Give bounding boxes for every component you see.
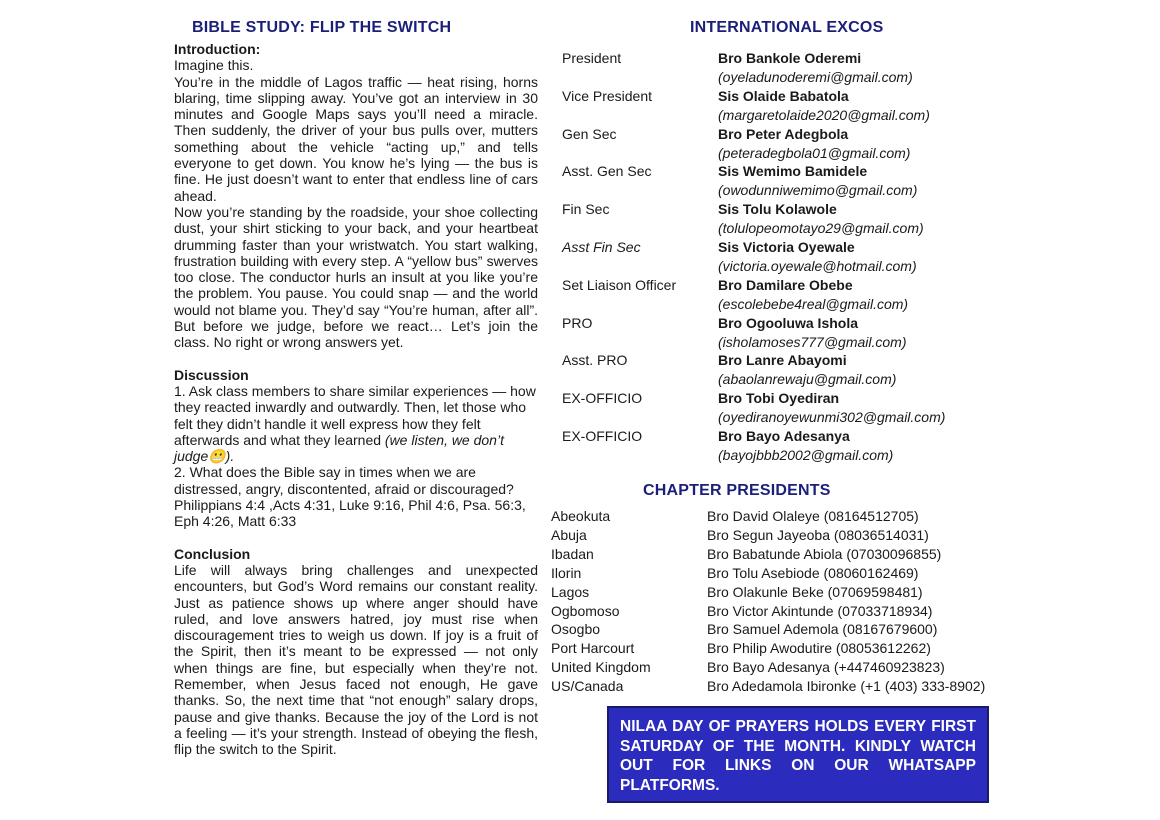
- exco-email[interactable]: (oyediranoyewunmi302@gmail.com): [718, 409, 946, 426]
- discussion-heading: Discussion: [174, 366, 249, 383]
- chapter-row: [0, 602, 1160, 621]
- chapter-president: Bro David Olaleye (08164512705): [707, 508, 919, 524]
- excos-title: INTERNATIONAL EXCOS: [690, 19, 884, 36]
- chapter-name: Lagos: [551, 583, 590, 600]
- chapter-row: [0, 564, 1160, 583]
- chapter-president: Bro Segun Jayeoba (08036514031): [707, 526, 929, 543]
- exco-row: [0, 87, 1160, 123]
- exco-row: [0, 125, 1160, 161]
- chapter-president: Bro Samuel Ademola (08167679600): [707, 621, 938, 638]
- exco-email[interactable]: (abaolanrewaju@gmail.com): [718, 371, 897, 388]
- exco-email[interactable]: (oyeladunoderemi@gmail.com): [718, 69, 913, 85]
- exco-role: Asst Fin Sec: [562, 239, 641, 255]
- exco-role: Gen Sec: [562, 125, 617, 142]
- exco-row: [0, 49, 1160, 85]
- chapters-title: CHAPTER PRESIDENTS: [643, 482, 831, 499]
- exco-email[interactable]: (margaretolaide2020@gmail.com): [718, 106, 930, 123]
- chapter-row: [0, 583, 1160, 602]
- exco-role: Asst. Gen Sec: [562, 163, 652, 180]
- scripture-references: Philippians 4:4 ,Acts 4:31, Luke 9:16, Phil 4:6, Psa. 56:3, Eph 4:26, Matt 6:33: [174, 497, 526, 530]
- discussion-question-text: 1. Ask class members to share similar experiences — how they reacted inwardly and outwardly. Then, let those who felt they didn’t handle it well express how they felt afterwards and what they learned: [174, 382, 536, 448]
- chapter-row: [0, 677, 1160, 696]
- chapter-name: Ilorin: [551, 564, 582, 581]
- exco-role: EX-OFFICIO: [562, 390, 643, 407]
- chapter-president: Bro Adedamola Ibironke (+1 (403) 333-8902): [707, 678, 986, 695]
- bible-study-title: BIBLE STUDY: FLIP THE SWITCH: [192, 19, 452, 36]
- chapter-president: Bro Philip Awodutire (08053612262): [707, 640, 931, 657]
- exco-name: Bro Bayo Adesanya: [718, 428, 850, 444]
- intro-paragraph: Now you’re standing by the roadside, your shoe collecting dust, your shirt sticking to your back, and your heartbeat drumming faster than your wristwatch. You start walking, frustration building with every step. A “yellow bus” swerves too close. The conductor hurls an insult at you like you’re the problem. You pause. You could snap — and the world would not blame you. They’d say “You’re human, after all”. But before we judge, before we react… Let’s join the class. No right or wrong answers yet.: [174, 203, 538, 351]
- exco-email[interactable]: (isholamoses777@gmail.com): [718, 333, 907, 350]
- exco-email[interactable]: (victoria.oyewale@hotmail.com): [718, 258, 917, 274]
- exco-name: Bro Damilare Obebe: [718, 276, 853, 293]
- exco-role: President: [562, 50, 622, 66]
- chapter-row: [0, 658, 1160, 677]
- exco-email[interactable]: (owodunniwemimo@gmail.com): [718, 182, 918, 199]
- exco-role: Asst. PRO: [562, 352, 628, 369]
- exco-row: [0, 162, 1160, 199]
- chapter-name: Osogbo: [551, 621, 601, 638]
- chapter-row: [0, 620, 1160, 639]
- chapter-row: [0, 639, 1160, 658]
- chapter-name: US/Canada: [551, 678, 624, 695]
- chapter-name: Abeokuta: [551, 508, 611, 524]
- exco-role: EX-OFFICIO: [562, 428, 643, 444]
- exco-row: [0, 200, 1160, 237]
- discussion-question-note: (we listen, we don’t judge😬).: [174, 431, 504, 465]
- exco-role: Fin Sec: [562, 201, 610, 218]
- intro-heading: Introduction:: [174, 41, 261, 57]
- chapter-row: [0, 507, 1160, 526]
- chapter-president: Bro Victor Akintunde (07033718934): [707, 602, 933, 619]
- chapter-name: Port Harcourt: [551, 640, 635, 657]
- exco-name: Bro Lanre Abayomi: [718, 352, 847, 369]
- exco-name: Sis Olaide Babatola: [718, 87, 849, 104]
- exco-row: [0, 276, 1160, 312]
- chapter-name: Ibadan: [551, 545, 594, 562]
- exco-name: Bro Ogooluwa Ishola: [718, 314, 859, 331]
- chapter-president: Bro Tolu Asebiode (08060162469): [707, 564, 919, 581]
- exco-name: Sis Wemimo Bamidele: [718, 163, 868, 180]
- chapter-president: Bro Bayo Adesanya (+447460923823): [707, 659, 945, 676]
- exco-row: [0, 238, 1160, 274]
- exco-role: Set Liaison Officer: [562, 276, 677, 293]
- exco-name: Bro Bankole Oderemi: [718, 50, 862, 66]
- intro-paragraph: You’re in the middle of Lagos traffic — heat rising, horns blaring, time slipping away. You’ve got an interview in 30 minutes and Google Maps says you’ll need a miracle. Then suddenly, the driver of your bus pulls over, mutters something about the vehicle “acting up,” and tells everyone to get down. You know he’s lying — the bus is fine. He just doesn’t want to enter that endless line of cars ahead.: [174, 73, 538, 204]
- exco-row: [0, 314, 1160, 350]
- exco-name: Sis Victoria Oyewale: [718, 239, 855, 255]
- chapter-row: [0, 526, 1160, 545]
- chapter-president: Bro Olakunle Beke (07069598481): [707, 583, 923, 600]
- conclusion-heading: Conclusion: [174, 545, 251, 562]
- chapter-president: Bro Babatunde Abiola (07030096855): [707, 545, 942, 562]
- chapter-name: Ogbomoso: [551, 602, 620, 619]
- exco-email[interactable]: (peteradegbola01@gmail.com): [718, 144, 911, 161]
- exco-email[interactable]: (tolulopeomotayo29@gmail.com): [718, 220, 924, 237]
- exco-role: Vice President: [562, 87, 653, 104]
- exco-name: Bro Tobi Oyediran: [718, 390, 840, 407]
- conclusion-paragraph: Life will always bring challenges and unexpected encounters, but God’s Word remains our constant reality. Just as patience shows up where anger should have ruled, and love answers hatred, joy must rise when discouragement tries to weigh us down. If joy is a fruit of the Spirit, then it’s meant to be expressed — not only when things are fine, but especially when they’re not. Remember, when Jesus faced not enough, He gave thanks. So, the next time that “not enough” salary drops, pause and give thanks. Because the joy of the Lord is not a feeling — it’s your strength. Instead of obeying the flesh, flip the switch to the Spirit.: [174, 561, 538, 758]
- chapter-row: [0, 545, 1160, 564]
- discussion-question: 2. What does the Bible say in times when we are distressed, angry, discontented, afraid or discouraged?: [174, 464, 514, 497]
- prayer-day-banner: NILAA DAY OF PRAYERS HOLDS EVERY FIRST SATURDAY OF THE MONTH. KINDLY WATCH OUT FOR LINKS ON OUR WHATSAPP PLATFORMS.: [607, 706, 989, 803]
- exco-email[interactable]: (bayojbbb2002@gmail.com): [718, 447, 894, 463]
- exco-email[interactable]: (escolebebe4real@gmail.com): [718, 295, 909, 312]
- chapter-name: Abuja: [551, 526, 587, 543]
- intro-paragraph: Imagine this.: [174, 57, 254, 74]
- exco-name: Bro Peter Adegbola: [718, 125, 849, 142]
- chapter-name: United Kingdom: [551, 659, 651, 676]
- exco-name: Sis Tolu Kolawole: [718, 201, 837, 218]
- exco-role: PRO: [562, 314, 593, 331]
